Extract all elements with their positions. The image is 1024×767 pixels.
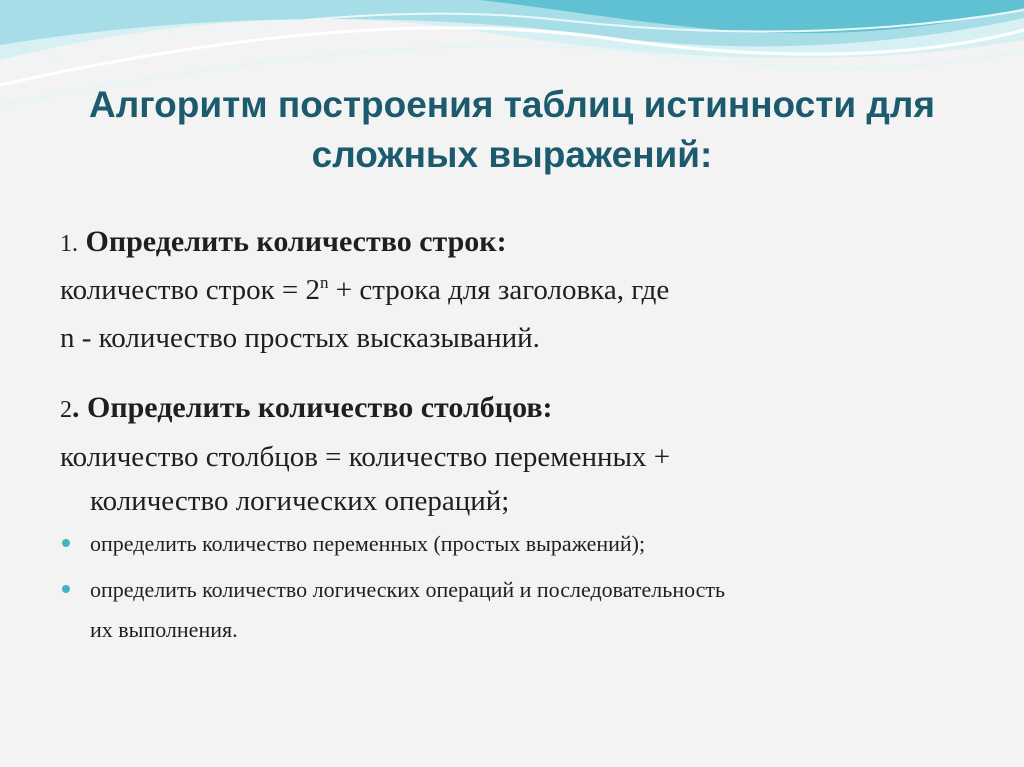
step-2-formula-line-2: количество логических операций; [90,485,510,517]
step-2-heading [60,384,980,434]
step-1-formula-suffix: + строка для заголовка, где [328,274,670,306]
bullet-text: определить количество переменных (простых выражений); [90,531,646,556]
step-1-title: Определить количество строк: [78,225,507,258]
step-1-heading [60,222,980,264]
title-line-2: сложных выражений: [311,134,713,175]
step-2-title: . Определить количество столбцов: [72,391,553,424]
slide-title [40,80,984,180]
bullet-item [60,524,980,564]
bullet-dot-icon [62,539,70,547]
bullet-text: определить количество логических операций и последовательность их выполнения. [90,577,726,642]
step-1-formula-prefix: количество строк = 2 [60,274,321,306]
bullet-dot-icon [62,585,70,593]
step-1-number: 1. [60,231,78,257]
step-2-formula-line-1: количество столбцов = количество переменных + [60,441,671,473]
step-2-bullet-list [60,524,980,650]
step-1-explanation: n - количество простых высказываний. [60,322,540,354]
step-1-formula [60,264,980,316]
bullet-item [60,570,730,650]
slide-body [60,222,980,656]
title-line-1: Алгоритм построения таблиц истинности для [89,84,935,125]
step-2-number: 2 [60,397,72,423]
spacer [60,360,980,384]
step-1-formula-exponent: n [320,273,329,292]
